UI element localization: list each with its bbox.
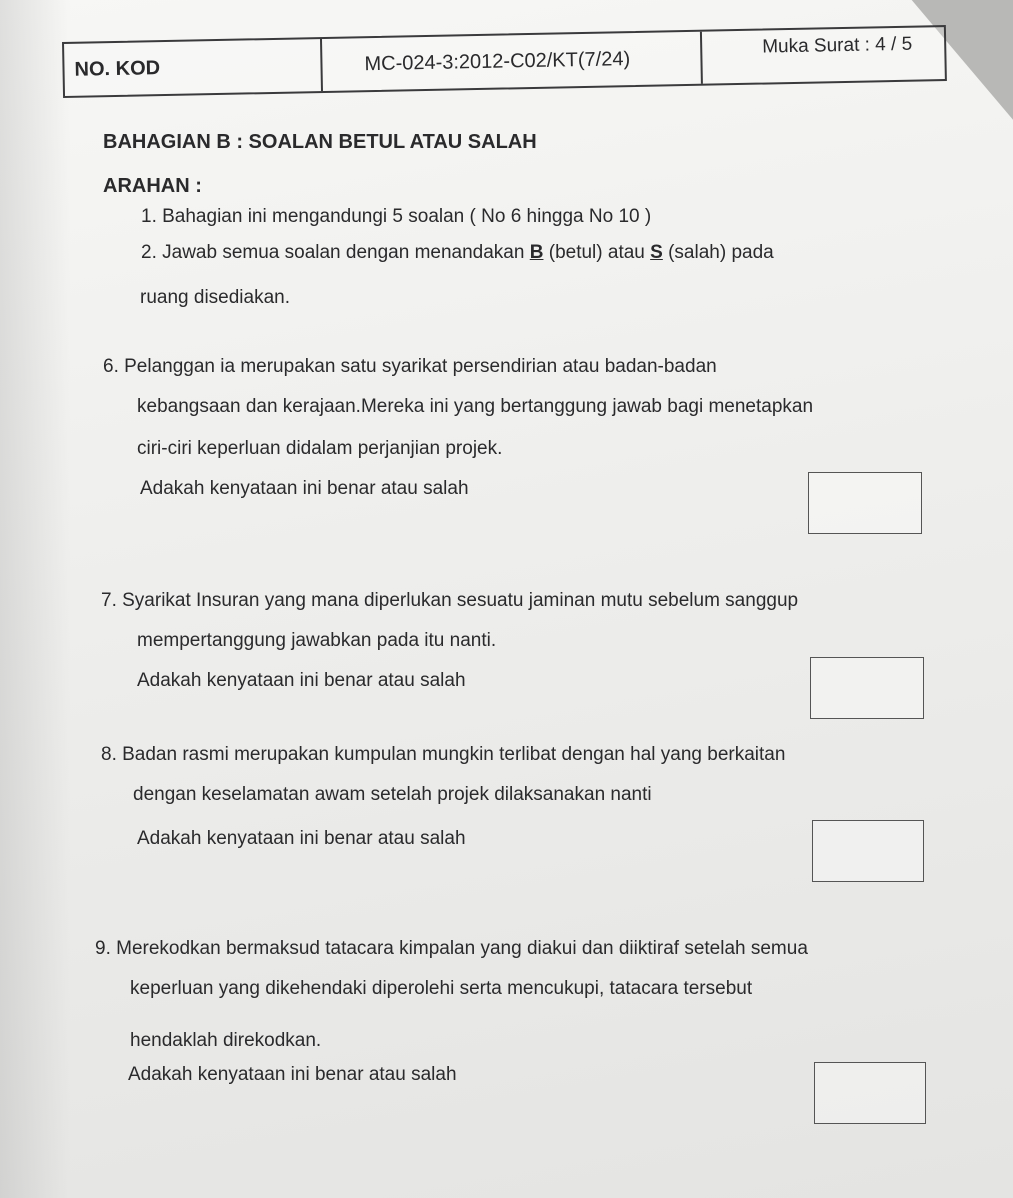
question-6-line-3: ciri-ciri keperluan didalam perjanjian projek. bbox=[137, 438, 503, 459]
page-number: Muka Surat : 4 / 5 bbox=[762, 33, 913, 58]
kod-value: MC-024-3:2012-C02/KT(7/24) bbox=[322, 32, 703, 91]
salah-letter: S bbox=[650, 242, 663, 263]
question-6-answer-box[interactable] bbox=[808, 472, 922, 534]
question-7-line-2: mempertanggung jawabkan pada itu nanti. bbox=[137, 630, 497, 651]
question-8-answer-box[interactable] bbox=[812, 820, 924, 882]
question-9-line-2: keperluan yang dikehendaki diperolehi serta mencukupi, tatacara tersebut bbox=[130, 978, 753, 999]
question-8-line-2: dengan keselamatan awam setelah projek dilaksanakan nanti bbox=[133, 784, 652, 805]
arahan-item-2-mid: (betul) atau bbox=[543, 242, 651, 263]
arahan-item-2 bbox=[141, 242, 774, 264]
question-7-prompt: Adakah kenyataan ini benar atau salah bbox=[137, 670, 466, 691]
question-8-prompt: Adakah kenyataan ini benar atau salah bbox=[137, 828, 466, 849]
question-6-prompt: Adakah kenyataan ini benar atau salah bbox=[140, 478, 469, 499]
betul-letter: B bbox=[529, 242, 544, 263]
question-7-line-1: 7. Syarikat Insuran yang mana diperlukan sesuatu jaminan mutu sebelum sanggup bbox=[101, 590, 799, 611]
kod-label: NO. KOD bbox=[64, 39, 323, 96]
question-6-line-2: kebangsaan dan kerajaan.Mereka ini yang bertanggung jawab bagi menetapkan bbox=[137, 396, 814, 417]
question-9-answer-box[interactable] bbox=[814, 1062, 926, 1124]
question-8-line-1: 8. Badan rasmi merupakan kumpulan mungkin terlibat dengan hal yang berkaitan bbox=[101, 744, 786, 765]
question-9-line-1: 9. Merekodkan bermaksud tatacara kimpalan yang diakui dan diiktiraf setelah semua bbox=[95, 938, 808, 959]
arahan-title: ARAHAN : bbox=[103, 175, 202, 197]
question-9-line-3: hendaklah direkodkan. bbox=[130, 1030, 322, 1051]
question-6-line-1: 6. Pelanggan ia merupakan satu syarikat persendirian atau badan-badan bbox=[103, 356, 717, 377]
page-shadow bbox=[0, 0, 70, 1198]
arahan-item-2-line-2: ruang disediakan. bbox=[140, 287, 290, 308]
arahan-item-2-pre: 2. Jawab semua soalan dengan menandakan bbox=[141, 242, 530, 263]
arahan-item-1: 1. Bahagian ini mengandungi 5 soalan ( No 6 hingga No 10 ) bbox=[141, 206, 652, 227]
question-7-answer-box[interactable] bbox=[810, 657, 924, 719]
section-title: BAHAGIAN B : SOALAN BETUL ATAU SALAH bbox=[103, 131, 537, 153]
question-9-prompt: Adakah kenyataan ini benar atau salah bbox=[128, 1064, 457, 1085]
arahan-item-2-post: (salah) pada bbox=[662, 242, 774, 263]
